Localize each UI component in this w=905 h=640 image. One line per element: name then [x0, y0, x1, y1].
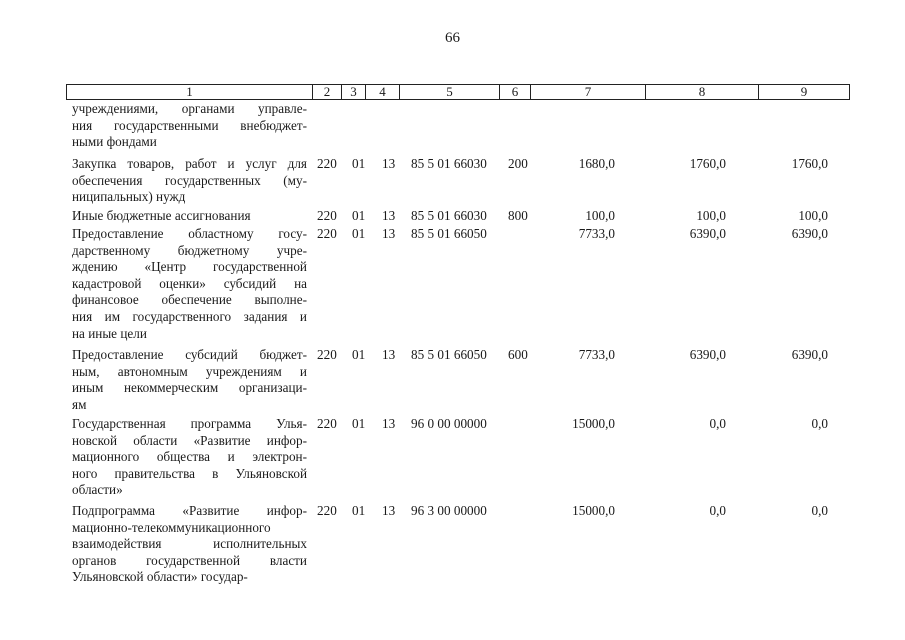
cell-c8: 0,0 [709, 503, 726, 518]
row-name-line: мационно-телекоммуникационного [72, 519, 271, 535]
cell-c5: 85 5 01 66030 [411, 156, 487, 171]
cell-c2: 220 [317, 156, 337, 171]
header-col-7: 7 [531, 85, 646, 99]
cell-c7: 100,0 [585, 208, 615, 223]
header-col-1: 1 [67, 85, 313, 99]
cell-c7: 7733,0 [578, 226, 615, 241]
cell-c4: 13 [382, 156, 396, 171]
cell-c8: 6390,0 [689, 226, 726, 241]
cell-c3: 01 [352, 503, 366, 518]
header-col-9: 9 [800, 84, 808, 99]
row-name [72, 226, 307, 342]
row-name-line: ям [72, 396, 87, 412]
header-col-5: 5 [400, 85, 500, 99]
row-name-line: ным, автономным учреждениям и [72, 363, 307, 379]
row-name [72, 156, 307, 206]
header-col-8: 8 [646, 85, 759, 99]
cell-c7: 7733,0 [578, 347, 615, 362]
row-name-line: области» [72, 482, 123, 498]
header-col-6: 6 [500, 85, 531, 99]
row-name-line: мационного общества и электрон- [72, 449, 307, 465]
row-name-line: кадастровой оценки» субсидий на [72, 275, 307, 291]
cell-c9: 100,0 [798, 208, 828, 223]
row-name-line: ного правительства в Ульяновской [72, 465, 307, 481]
row-name-line: на иные цели [72, 325, 147, 341]
cell-c2: 220 [317, 208, 337, 223]
cell-c4: 13 [382, 347, 396, 362]
cell-c8: 1760,0 [689, 156, 726, 171]
cell-c5: 96 0 00 00000 [411, 416, 487, 431]
row-name-line: Государственная программа Улья- [72, 416, 307, 431]
cell-c7: 15000,0 [572, 503, 615, 518]
row-name-line: ния государственными внебюджет- [72, 117, 307, 133]
cell-c5: 85 5 01 66050 [411, 226, 487, 241]
row-name-line: ждению «Центр государственной [72, 259, 307, 275]
cell-c8: 100,0 [696, 208, 726, 223]
row-name-line: Ульяновской области» государ- [72, 569, 248, 585]
cell-c3: 01 [352, 347, 366, 362]
row-name-line: учреждениями, органами управле- [72, 101, 307, 116]
header-col-2: 2 [313, 85, 342, 99]
header-col-3: 3 [342, 85, 366, 99]
cell-c9: 0,0 [811, 416, 828, 431]
row-name-line: новской области «Развитие инфор- [72, 432, 307, 448]
row-name-line: Иные бюджетные ассигнования [72, 208, 251, 223]
row-name-line: обеспечения государственных (му- [72, 172, 307, 188]
row-name-line: Закупка товаров, работ и услуг для [72, 156, 307, 171]
cell-c9: 6390,0 [791, 226, 828, 241]
cell-c8: 0,0 [709, 416, 726, 431]
cell-c7: 15000,0 [572, 416, 615, 431]
cell-c9: 6390,0 [791, 347, 828, 362]
row-name-line: ниципальных) нужд [72, 189, 186, 205]
cell-c2: 220 [317, 416, 337, 431]
row-name-line: органов государственной власти [72, 552, 307, 568]
row-name-line: ными фондами [72, 134, 157, 150]
row-name-line: Предоставление субсидий бюджет- [72, 347, 307, 362]
cell-c7: 1680,0 [578, 156, 615, 171]
header-col-4: 4 [366, 85, 400, 99]
cell-c3: 01 [352, 416, 366, 431]
row-name-line: взаимодействия исполнительных [72, 536, 307, 552]
row-name-line: Подпрограмма «Развитие инфор- [72, 503, 307, 518]
cell-c3: 01 [352, 208, 366, 223]
row-name-line: финансовое обеспечение выполне- [72, 292, 307, 308]
cell-c6: 600 [508, 347, 528, 362]
cell-c2: 220 [317, 347, 337, 362]
cell-c4: 13 [382, 226, 396, 241]
cell-c2: 220 [317, 226, 337, 241]
cell-c4: 13 [382, 208, 396, 223]
row-name [72, 101, 307, 151]
cell-c4: 13 [382, 416, 396, 431]
cell-c8: 6390,0 [689, 347, 726, 362]
row-name-line: ния им государственного задания и [72, 308, 307, 324]
cell-c2: 220 [317, 503, 337, 518]
cell-c3: 01 [352, 226, 366, 241]
cell-c9: 1760,0 [791, 156, 828, 171]
cell-c5: 96 3 00 00000 [411, 503, 487, 518]
cell-c6: 800 [508, 208, 528, 223]
table-header [66, 84, 850, 100]
cell-c6: 200 [508, 156, 528, 171]
cell-c5: 85 5 01 66050 [411, 347, 487, 362]
row-name-line: Предоставление областному госу- [72, 226, 307, 241]
row-name [72, 503, 307, 586]
cell-c5: 85 5 01 66030 [411, 208, 487, 223]
row-name-line: иным некоммерческим организаци- [72, 380, 307, 396]
cell-c9: 0,0 [811, 503, 828, 518]
row-name [72, 208, 307, 225]
row-name [72, 416, 307, 499]
row-name [72, 347, 307, 413]
cell-c3: 01 [352, 156, 366, 171]
row-name-line: дарственному бюджетному учре- [72, 242, 307, 258]
cell-c4: 13 [382, 503, 396, 518]
page-number: 66 [445, 30, 460, 46]
